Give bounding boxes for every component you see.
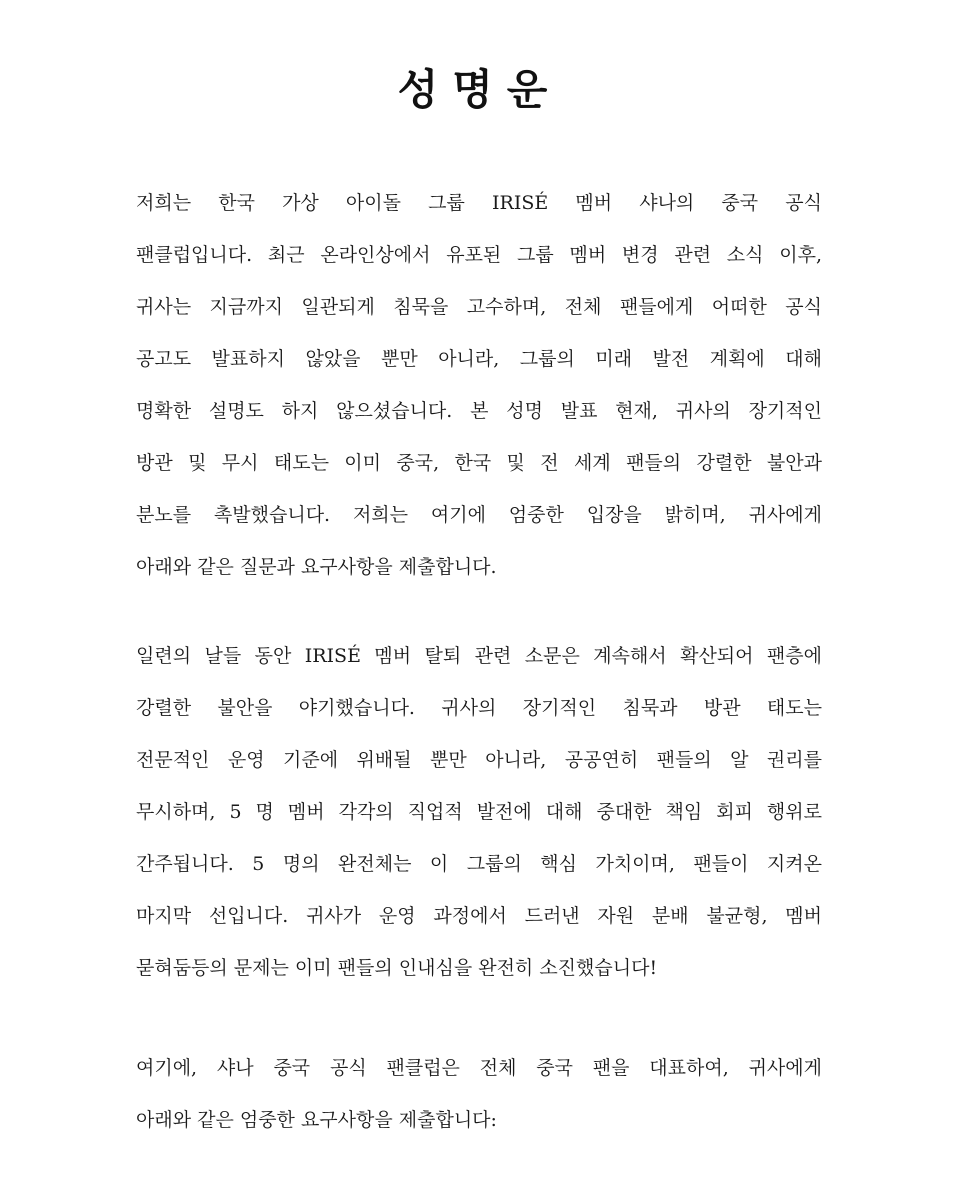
paragraph-line: 저희는 한국 가상 아이돌 그룹 IRISÉ 멤버 샤나의 중국 공식: [136, 192, 822, 214]
paragraph-line: 아래와 같은 질문과 요구사항을 제출합니다.: [136, 556, 497, 578]
document-title: 성명운: [397, 65, 562, 114]
paragraph-intro: [136, 187, 822, 603]
paragraph-line: 아래와 같은 엄중한 요구사항을 제출합니다:: [136, 1109, 497, 1131]
paragraph-demands-intro: [136, 1052, 822, 1156]
paragraph-line: 무시하며, 5 명 멤버 각각의 직업적 발전에 대해 중대한 책임 회피 행위로: [136, 801, 822, 823]
paragraph-line: 팬클럽입니다. 최근 온라인상에서 유포된 그룹 멤버 변경 관련 소식 이후,: [136, 244, 822, 266]
paragraph-line: 명확한 설명도 하지 않으셨습니다. 본 성명 발표 현재, 귀사의 장기적인: [136, 400, 822, 422]
paragraph-line: 마지막 선입니다. 귀사가 운영 과정에서 드러낸 자원 분배 불균형, 멤버: [136, 905, 822, 927]
paragraph-line: 묻혀둠등의 문제는 이미 팬들의 인내심을 완전히 소진했습니다!: [136, 957, 658, 979]
paragraph-line: 일련의 날들 동안 IRISÉ 멤버 탈퇴 관련 소문은 계속해서 확산되어 팬층에: [136, 645, 822, 667]
paragraph-line: 전문적인 운영 기준에 위배될 뿐만 아니라, 공공연히 팬들의 알 권리를: [136, 749, 822, 771]
paragraph-line: 방관 및 무시 태도는 이미 중국, 한국 및 전 세계 팬들의 강렬한 불안과: [136, 452, 822, 474]
paragraph-line: 귀사는 지금까지 일관되게 침묵을 고수하며, 전체 팬들에게 어떠한 공식: [136, 296, 822, 318]
paragraph-line: 분노를 촉발했습니다. 저희는 여기에 엄중한 입장을 밝히며, 귀사에게: [136, 504, 822, 526]
paragraph-line: 강렬한 불안을 야기했습니다. 귀사의 장기적인 침묵과 방관 태도는: [136, 697, 822, 719]
paragraph-rumors: [136, 640, 822, 1004]
paragraph-line: 공고도 발표하지 않았을 뿐만 아니라, 그룹의 미래 발전 계획에 대해: [136, 348, 822, 370]
paragraph-line: 여기에, 샤나 중국 공식 팬클럽은 전체 중국 팬을 대표하여, 귀사에게: [136, 1057, 822, 1079]
paragraph-line: 간주됩니다. 5 명의 완전체는 이 그룹의 핵심 가치이며, 팬들이 지켜온: [136, 853, 822, 875]
